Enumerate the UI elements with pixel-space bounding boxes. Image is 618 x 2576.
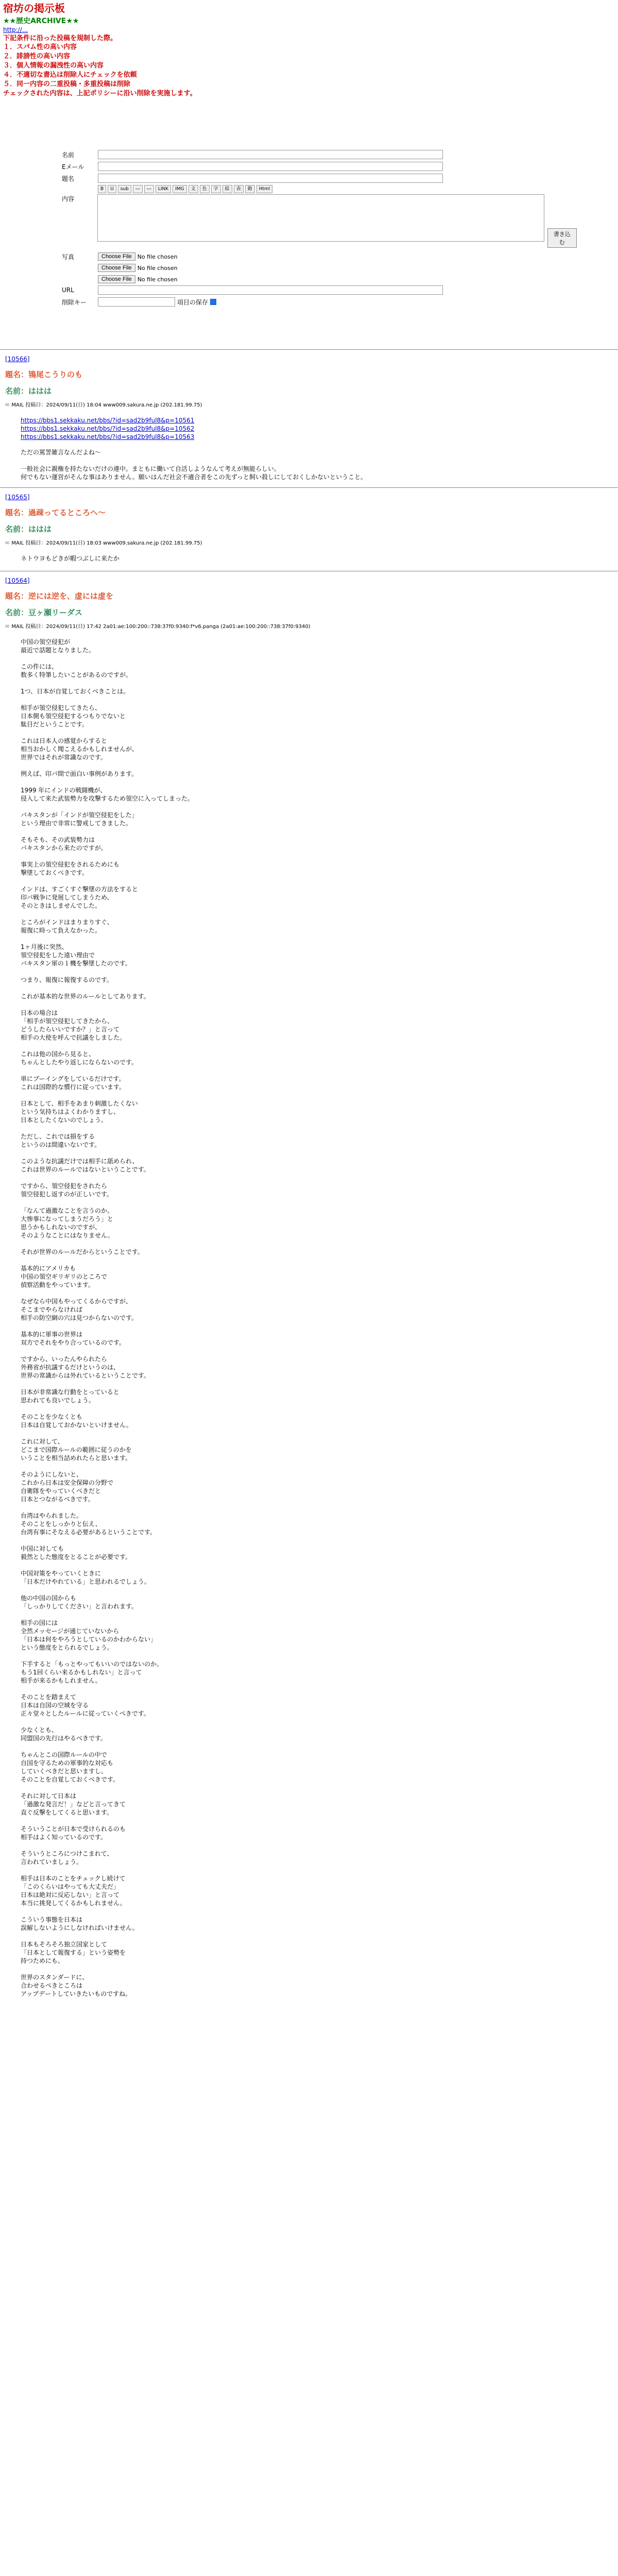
- post-meta: [5, 540, 613, 547]
- tool-line-button[interactable]: ―: [144, 185, 154, 193]
- post: [5, 493, 613, 563]
- archive-link[interactable]: ★★歴史ARCHIVE★★: [3, 17, 79, 25]
- body-textarea[interactable]: [97, 194, 544, 242]
- tool-char-button[interactable]: 字: [211, 185, 221, 193]
- rule-item: ３．個人情報の漏洩性の高い内容: [3, 62, 104, 70]
- save-fields-label: 項目の保存: [177, 298, 209, 306]
- no-file-text: No file chosen: [137, 264, 178, 272]
- post: [5, 354, 613, 481]
- delete-key-label: 削除キー: [62, 298, 87, 306]
- no-file-text: No file chosen: [137, 276, 178, 283]
- choose-file-button[interactable]: Choose File: [98, 275, 135, 283]
- post-subject: 題名：過疎ってるところへ〜: [5, 508, 106, 517]
- name-input[interactable]: [98, 150, 443, 159]
- divider: [0, 487, 618, 488]
- post-form: [62, 149, 577, 309]
- choose-file-button[interactable]: Choose File: [98, 264, 135, 272]
- mail-icon[interactable]: ✉: [5, 624, 10, 630]
- tool-link-button[interactable]: LINK: [156, 185, 171, 193]
- post-links: [21, 416, 613, 441]
- post-subject: 題名：鴇尾こうりのも: [5, 370, 83, 379]
- submit-button[interactable]: 書き込む: [547, 228, 577, 248]
- rules-title: 下記条件に沿った投稿を規制した際。: [3, 35, 117, 42]
- choose-file-button[interactable]: Choose File: [98, 252, 135, 261]
- tool-emoji-button[interactable]: 絵: [222, 185, 232, 193]
- post-number-link[interactable]: [10566]: [5, 355, 30, 363]
- format-toolbar: [98, 185, 577, 193]
- save-fields-checkbox[interactable]: [210, 299, 216, 305]
- rule-item: ２．誹謗性の高い内容: [3, 53, 71, 60]
- post-link[interactable]: https://bbs1.sekkaku.net/bbs/?id=sad2b9ful8&p=10562: [21, 425, 195, 432]
- email-input[interactable]: [98, 162, 443, 171]
- post: [5, 576, 613, 1998]
- rule-item: ５．同一内容の二重投稿・多重投稿は削除: [3, 80, 131, 88]
- body-label: 内容: [62, 195, 75, 202]
- tool-sub-button[interactable]: sub: [118, 185, 131, 193]
- email-label: Eメール: [62, 163, 84, 171]
- tool-bold-button[interactable]: B: [98, 185, 106, 193]
- site-url-link[interactable]: http://...: [3, 26, 28, 33]
- rule-item: チェックされた内容は、上記ポリシーに沿い削除を実施します。: [3, 90, 197, 97]
- divider: [0, 349, 618, 350]
- url-input[interactable]: [98, 285, 443, 295]
- post-author: 名前：ははは: [5, 524, 52, 534]
- post-meta-text: MAIL 投稿日：2024/09/11(日) 17:42 2a01:ae:100:200::738:37f0:9340:f*v6.panga (2a01:ae:100:200::738:37f0:9340): [11, 624, 311, 630]
- url-label: URL: [62, 286, 74, 294]
- tool-text-button[interactable]: 文: [188, 185, 198, 193]
- tool-underline-button[interactable]: U: [108, 185, 116, 193]
- rule-item: ４．不適切な書込は削除人にチェックを依頼: [3, 71, 137, 79]
- post-subject: 題名：逆には逆を、虚には虚を: [5, 591, 114, 601]
- post-link[interactable]: https://bbs1.sekkaku.net/bbs/?id=sad2b9ful8&p=10561: [21, 417, 195, 424]
- mail-icon[interactable]: ✉: [5, 540, 10, 546]
- post-meta-text: MAIL 投稿日：2024/09/11(日) 18:03 www009.sakura.ne.jp (202.181.99.75): [11, 540, 202, 546]
- tool-img-button[interactable]: IMG: [173, 185, 186, 193]
- mail-icon[interactable]: ✉: [5, 402, 10, 408]
- post-number-link[interactable]: [10564]: [5, 577, 30, 584]
- post-meta-text: MAIL 投稿日：2024/09/11(日) 18:04 www009.sakura.ne.jp (202.181.99.75): [11, 402, 202, 408]
- post-number-link[interactable]: [10565]: [5, 494, 30, 501]
- name-label: 名前: [62, 151, 75, 159]
- page-header: [3, 2, 611, 98]
- photo-label: 写真: [62, 253, 75, 261]
- rule-item: １．スパム性の高い内容: [3, 43, 77, 51]
- site-title[interactable]: 宿坊の掲示板: [3, 2, 65, 14]
- post-link[interactable]: https://bbs1.sekkaku.net/bbs/?id=sad2b9ful8&p=10563: [21, 433, 195, 440]
- tool-video-button[interactable]: 動: [245, 185, 255, 193]
- no-file-text: No file chosen: [137, 253, 178, 260]
- subject-input[interactable]: [98, 174, 443, 183]
- tool-table-button[interactable]: 表: [234, 185, 244, 193]
- post-author: 名前：ははは: [5, 386, 52, 396]
- post-body: ネトウヨもどきが暇つぶしに来たか: [21, 555, 120, 562]
- tool-color-button[interactable]: 色: [200, 185, 210, 193]
- post-meta: [5, 402, 613, 409]
- subject-label: 題名: [62, 175, 75, 182]
- post-body: ただの罵詈雑言なんだよね～ 一般社会に親権を持たないだけの連中。まともに働いて自活しようなんて考えが無能らしい。 何でもない運営がそんな事はありません。願いはんだ社会不適合者をこの先ずっと飼い殺しにしておくしかないということ。: [21, 449, 367, 481]
- delete-key-input[interactable]: [98, 297, 175, 307]
- post-meta: [5, 623, 613, 631]
- tool-html-button[interactable]: Html: [256, 185, 273, 193]
- post-author: 名前：豆ヶ瀬リーダス: [5, 608, 83, 617]
- post-body: 中国の領空侵犯が 最近で話題となりました。 この件には、 数多く特筆したいことがあるのですが。 1つ、日本が自覚しておくべきことは。 相手が領空侵犯してきたら、 日本側も領空侵犯するつもりでないと 駄目だということです。 これは日本人の感覚からすると 相当おかしく聞こえるかもしれませんが、 世界ではそれが常識なのです。 例えば、印パ間で面白い事例があります。 1999 年にインドの戦闘機が、 侵入して来た武装勢力を攻撃するため領空に入ってしまった。 パキスタンが「インドが領空侵犯をした」 という理由で非常に警戒してきました。 そもそも、その武装勢力は パキスタンから来たのですが。 事実上の領空侵犯をされるためにも 撃墜しておくべきです。 インドは、すごくすぐ撃墜の方法をすると 印パ戦争に発展してしまうため、 そのときはしませんでした。 ところがインドはまりまりすぐ、 報復に時って負えなかった。 1ヶ月後に突然、 領空侵犯をした遠い理由で パキスタン軍の１機を撃墜したのです。 つまり、報復に報復するのです。 これが基本的な世界のルールとしてあります。 日本の場合は 「相手が領空侵犯してきたから、 どうしたらいいですか？」と言って 相手の大使を呼んで抗議をしました。 これは他の国から見ると、 ちゃんとしたやり返しにならないのです。 単にブーイングをしているだけです。 これは国際的な慣行に従っています。 日本として、相手をあまり刺激したくない という気持ちはよくわかりますし、 日本としたくないのでしょう。 ただし、これでは損をする というのは間違いないです。 このような抗議だけでは相手に舐められ、 これは世界のルールではないということです。 ですから、領空侵犯をされたら 領空侵犯し返すのが正しいです。 「なんて過激なことを言うのか。 大惨事になってしまうだろう」と 思うかもしれないのですが、 そのようなことにはなりません。 それが世界のルールだからということです。 基本的にアメリカも 中国の領空ギリギリのところで 偵察活動をやっています。 なぜなら中国もやってくるからですが、 そこまでやらなければ 相手の防空網の穴は見つからないのです。 基本的に軍事の世界は 双方でそれをやり合っているのです。 ですから、いったんやられたら 外務省が抗議するだけというのは、 世界の常識からは外れているということです。 日本が非常識な行動をとっていると 思われても良いでしょう。 そのことを少なくとも 日本は自覚しておかないといけません。 これに対して、 どこまで国際ルールの範囲に従うのかを いうことを相当詰めれたらと思います。 そのようにしないと、 これから日本は安全保障の分野で 自衛隊をやっていくべきだと 日本とつながるべきです。 台湾はやられました。 そのことをしっかりと伝え、 台湾有事にそなえる必要があるということです。 中国に対しても 毅然とした態度をとることが必要です。 中国対策をやっていくときに 「日本だけやれている」と思われるでしょう。 他の中国の国からも 「しっかりしてください」と言われます。 相手の国には 全然メッセージが通じていないから 「日本は何をやろうとしているのかわからない」 という態度をとられるでしょう。 下手すると「もっとやってもいいのではないのか。 もう1回くらい来るかもしれない」と言って 相手が来るかもしれません。 そのことを踏まえて 日本は自国の空域を守る 正々堂々としたルールに従っていくべきです。 少なくとも、 同盟国の先行はやるべきです。 ちゃんとこの国際ルールの中で 自国を守るための軍事的な対応も していくべきだと思いますし、 そのことを自覚しておくべきです。 それに対して日本は 「過激な発言だ！」などと言ってきて 直ぐ反撃をしてくると思います。 そういうことが日本で受けられるのも 相手はよく知っているのです。 そういうところにつけこまれて、 言われていましょう。 相手は日本のことをチェックし続けて 「このくらいはやっても大丈夫だ」 日本は絶対に反応しない」と言って 本当に挑発してくるかもしれません。 こういう事態を日本は 誤解しないようにしなければいけません。 日本もそろそろ独立国家として 「日本として報復する」という姿勢を 持つためにも。 世界のスタンダードに、 合わせるべきところは アップデートしていきたいものですね。: [21, 638, 194, 1997]
- tool-line-button[interactable]: ―: [133, 185, 143, 193]
